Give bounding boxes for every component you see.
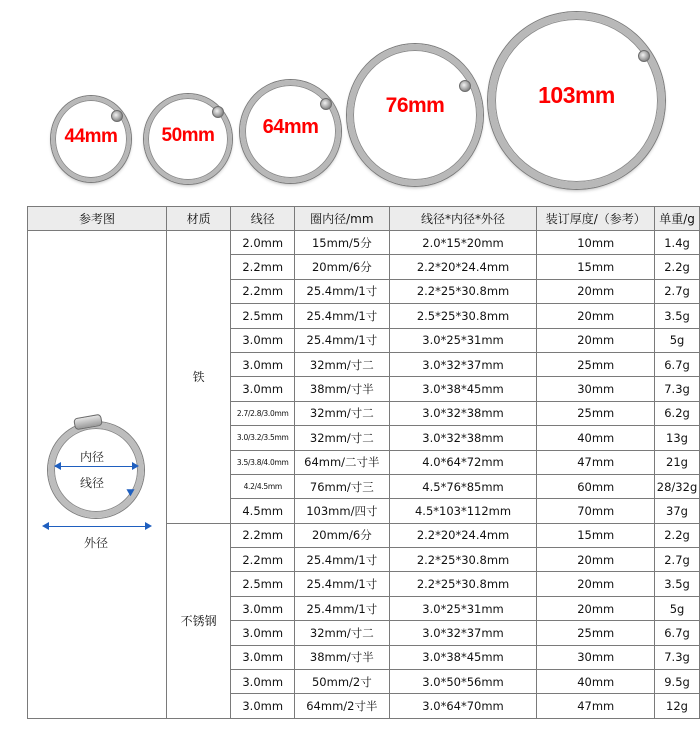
ring-76mm (347, 44, 483, 186)
hinge-icon (111, 110, 123, 122)
inner-diameter-cell: 32mm/寸二 (295, 426, 390, 450)
unit-weight-cell: 28/32g (655, 474, 700, 498)
binding-thickness-cell: 40mm (537, 426, 655, 450)
hinge-icon (459, 80, 471, 92)
ring-44mm (51, 96, 131, 182)
wire-diameter-cell: 2.0mm (231, 231, 295, 255)
unit-weight-cell: 3.5g (655, 304, 700, 328)
header-material: 材质 (167, 207, 231, 231)
unit-weight-cell: 12g (655, 694, 700, 718)
arrow-left-icon (54, 462, 61, 470)
binding-thickness-cell: 20mm (537, 548, 655, 572)
wire-diameter-label: 线径 (80, 476, 105, 491)
binding-thickness-cell: 30mm (537, 645, 655, 669)
dimensions-cell: 3.0*64*70mm (389, 694, 537, 718)
dimensions-cell: 4.5*76*85mm (389, 474, 537, 498)
dimensions-cell: 3.0*32*38mm (389, 401, 537, 425)
unit-weight-cell: 37g (655, 499, 700, 523)
material-iron: 铁 (167, 231, 231, 524)
unit-weight-cell: 7.3g (655, 377, 700, 401)
inner-diameter-cell: 32mm/寸二 (295, 401, 390, 425)
inner-diameter-cell: 20mm/6分 (295, 523, 390, 547)
dimensions-cell: 3.0*50*56mm (389, 670, 537, 694)
wire-diameter-cell: 3.0mm (231, 621, 295, 645)
binding-thickness-cell: 20mm (537, 596, 655, 620)
ring-size-label: 103mm (538, 82, 615, 108)
inner-diameter-cell: 32mm/寸二 (295, 621, 390, 645)
inner-diameter-cell: 20mm/6分 (295, 255, 390, 279)
inner-diameter-cell: 76mm/寸三 (295, 474, 390, 498)
wire-diameter-cell: 3.0mm (231, 596, 295, 620)
wire-diameter-cell: 3.5/3.8/4.0mm (231, 450, 295, 474)
dimensions-cell: 3.0*38*45mm (389, 645, 537, 669)
material-stainless: 不锈钢 (167, 523, 231, 718)
binding-thickness-cell: 30mm (537, 377, 655, 401)
unit-weight-cell: 5g (655, 328, 700, 352)
inner-diameter-cell: 25.4mm/1寸 (295, 304, 390, 328)
hinge-icon (212, 106, 224, 118)
unit-weight-cell: 6.7g (655, 352, 700, 376)
wire-diameter-cell: 4.2/4.5mm (231, 474, 295, 498)
hinge-icon (320, 98, 332, 110)
dimensions-cell: 3.0*25*31mm (389, 596, 537, 620)
inner-diameter-cell: 103mm/四寸 (295, 499, 390, 523)
unit-weight-cell: 2.2g (655, 255, 700, 279)
unit-weight-cell: 2.7g (655, 548, 700, 572)
wire-diameter-cell: 3.0mm (231, 645, 295, 669)
unit-weight-cell: 2.7g (655, 279, 700, 303)
ring-64mm (240, 80, 341, 183)
ring-size-banner (0, 0, 700, 200)
inner-diameter-line (55, 466, 137, 467)
wire-diameter-cell: 3.0mm (231, 328, 295, 352)
ring-size-label: 76mm (385, 94, 445, 117)
header-wire-diameter: 线径 (231, 207, 295, 231)
arrow-right-icon (145, 522, 152, 530)
wire-diameter-cell: 2.5mm (231, 572, 295, 596)
inner-diameter-cell: 25.4mm/1寸 (295, 596, 390, 620)
dimensions-cell: 2.2*25*30.8mm (389, 572, 537, 596)
binding-thickness-cell: 20mm (537, 279, 655, 303)
ring-icon (48, 422, 144, 518)
binding-thickness-cell: 20mm (537, 304, 655, 328)
wire-diameter-cell: 2.7/2.8/3.0mm (231, 401, 295, 425)
unit-weight-cell: 7.3g (655, 645, 700, 669)
dimensions-cell: 2.2*20*24.4mm (389, 523, 537, 547)
wire-diameter-cell: 4.5mm (231, 499, 295, 523)
dimensions-cell: 2.5*25*30.8mm (389, 304, 537, 328)
dimensions-cell: 2.0*15*20mm (389, 231, 537, 255)
reference-ring-diagram (28, 384, 166, 564)
wire-diameter-cell: 2.2mm (231, 548, 295, 572)
wire-diameter-cell: 2.2mm (231, 279, 295, 303)
dimensions-cell: 3.0*32*37mm (389, 621, 537, 645)
dimensions-cell: 2.2*25*30.8mm (389, 548, 537, 572)
unit-weight-cell: 21g (655, 450, 700, 474)
dimensions-cell: 3.0*32*38mm (389, 426, 537, 450)
dimensions-cell: 3.0*32*37mm (389, 352, 537, 376)
unit-weight-cell: 13g (655, 426, 700, 450)
binding-thickness-cell: 20mm (537, 328, 655, 352)
wire-diameter-cell: 3.0mm (231, 694, 295, 718)
binding-thickness-cell: 70mm (537, 499, 655, 523)
binding-thickness-cell: 60mm (537, 474, 655, 498)
dimensions-cell: 3.0*25*31mm (389, 328, 537, 352)
inner-diameter-label: 内径 (80, 450, 105, 465)
unit-weight-cell: 6.2g (655, 401, 700, 425)
inner-diameter-cell: 25.4mm/1寸 (295, 548, 390, 572)
ring-103mm (488, 12, 665, 189)
binding-thickness-cell: 25mm (537, 621, 655, 645)
binding-thickness-cell: 47mm (537, 450, 655, 474)
dimensions-cell: 2.2*20*24.4mm (389, 255, 537, 279)
dimensions-cell: 4.5*103*112mm (389, 499, 537, 523)
binding-thickness-cell: 47mm (537, 694, 655, 718)
inner-diameter-cell: 64mm/二寸半 (295, 450, 390, 474)
dimensions-cell: 3.0*38*45mm (389, 377, 537, 401)
header-dimensions: 线径*内径*外径 (389, 207, 537, 231)
binding-thickness-cell: 10mm (537, 231, 655, 255)
inner-diameter-cell: 38mm/寸半 (295, 377, 390, 401)
inner-diameter-cell: 50mm/2寸 (295, 670, 390, 694)
inner-diameter-cell: 25.4mm/1寸 (295, 279, 390, 303)
hinge-icon (638, 50, 650, 62)
spec-table (27, 206, 700, 719)
inner-diameter-cell: 25.4mm/1寸 (295, 572, 390, 596)
header-reference: 参考图 (28, 207, 167, 231)
inner-diameter-cell: 64mm/2寸半 (295, 694, 390, 718)
wire-diameter-cell: 3.0mm (231, 377, 295, 401)
wire-diameter-cell: 2.5mm (231, 304, 295, 328)
reference-image-cell (28, 231, 167, 719)
dimensions-cell: 4.0*64*72mm (389, 450, 537, 474)
binding-thickness-cell: 25mm (537, 352, 655, 376)
header-binding-thickness: 装订厚度/（参考） (537, 207, 655, 231)
unit-weight-cell: 5g (655, 596, 700, 620)
wire-diameter-cell: 3.0mm (231, 352, 295, 376)
unit-weight-cell: 3.5g (655, 572, 700, 596)
arrow-left-icon (42, 522, 49, 530)
inner-diameter-cell: 38mm/寸半 (295, 645, 390, 669)
table-header-row (28, 207, 700, 231)
ring-size-label: 50mm (161, 125, 215, 146)
header-inner-diameter: 圈内径/mm (295, 207, 390, 231)
inner-diameter-cell: 25.4mm/1寸 (295, 328, 390, 352)
ring-size-label: 64mm (262, 116, 319, 138)
outer-diameter-label: 外径 (84, 536, 109, 551)
unit-weight-cell: 9.5g (655, 670, 700, 694)
dimensions-cell: 2.2*25*30.8mm (389, 279, 537, 303)
wire-diameter-cell: 3.0/3.2/3.5mm (231, 426, 295, 450)
ring-size-label: 44mm (64, 126, 118, 147)
unit-weight-cell: 6.7g (655, 621, 700, 645)
header-unit-weight: 单重/g (655, 207, 700, 231)
wire-diameter-cell: 2.2mm (231, 523, 295, 547)
table-row (28, 231, 700, 255)
inner-diameter-cell: 32mm/寸二 (295, 352, 390, 376)
ring-50mm (144, 94, 232, 184)
arrow-right-icon (132, 462, 139, 470)
inner-diameter-cell: 15mm/5分 (295, 231, 390, 255)
binding-thickness-cell: 15mm (537, 523, 655, 547)
unit-weight-cell: 2.2g (655, 523, 700, 547)
binding-thickness-cell: 25mm (537, 401, 655, 425)
wire-diameter-cell: 2.2mm (231, 255, 295, 279)
binding-thickness-cell: 40mm (537, 670, 655, 694)
binding-thickness-cell: 15mm (537, 255, 655, 279)
binding-thickness-cell: 20mm (537, 572, 655, 596)
outer-diameter-line (44, 526, 150, 527)
wire-diameter-cell: 3.0mm (231, 670, 295, 694)
unit-weight-cell: 1.4g (655, 231, 700, 255)
